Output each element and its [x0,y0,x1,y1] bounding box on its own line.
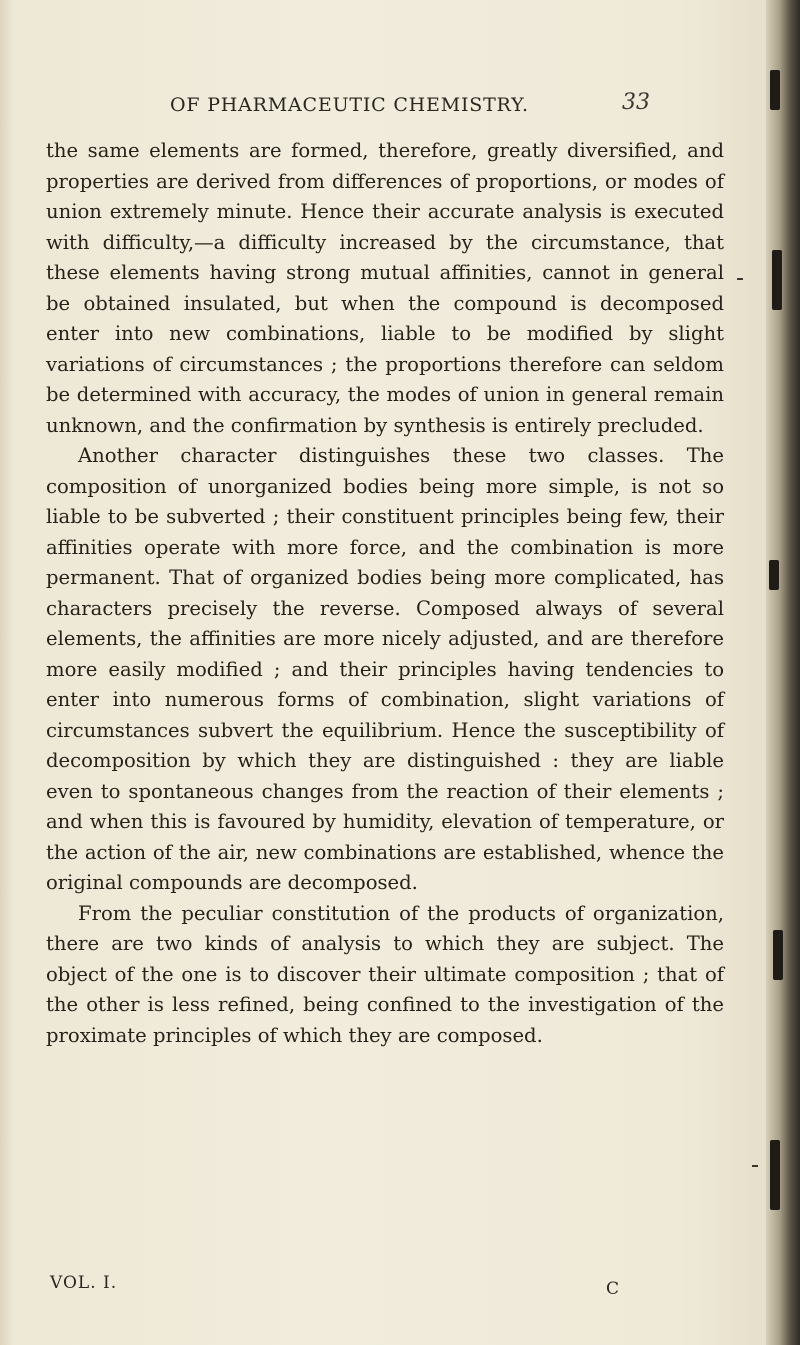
margin-mark [752,1165,758,1167]
page-header [170,90,650,124]
paragraph: the same elements are formed, therefore, greatly diversified, and properties are derived from differences of proportions, or modes of union extremely minute. Hence their accurate analysis is executed with difficulty,—a difficulty increased by the circumstance, that these elements having strong mutual affinities, cannot in general be obtained insulated, but when the compound is decomposed enter into new combinations, liable to be modified by slight variations of circumstances ; the proportions therefore can seldom be determined with accuracy, the modes of union in general remain unknown, and the confirmation by synthesis is entirely precluded. [46,139,724,437]
spine-tab [773,930,783,980]
book-spine [766,0,800,1345]
spine-tab [770,70,780,110]
body-text [46,136,724,1051]
spine-tab [769,560,779,590]
paragraph: Another character distinguishes these two classes. The composition of unorganized bodies being more simple, is not so liable to be subverted ; their constituent principles being few, their affinities operate with more force, and the combination is more permanent. That of organized bodies being more complicated, has characters precisely the reverse. Composed always of several elements, the affinities are more nicely adjusted, and are therefore more easily modified ; and their principles having tendencies to enter into numerous forms of combination, slight variations of circumstances subvert the equilibrium. Hence the susceptibility of decomposition by which they are distinguished : they are liable even to spontaneous changes from the reaction of their elements ; and when this is favoured by humidity, elevation of temperature, or the action of the air, new combinations are established, whence the original compounds are decomposed. [46,444,724,894]
running-title: OF PHARMACEUTIC CHEMISTRY. [170,94,529,116]
volume-label: VOL. I. [50,1273,118,1293]
spine-tab [770,1140,780,1210]
margin-mark [737,278,743,280]
page-footer [50,1273,620,1303]
signature-mark: C [605,1279,620,1299]
paragraph: From the peculiar constitution of the products of organization, there are two kinds of analysis to which they are subject. The object of the one is to discover their ultimate composition ; that of the other is less refined, being confined to the investigation of the proximate principles of which they are composed. [46,901,724,1047]
page-number: 33 [622,90,650,115]
spine-tab [772,250,782,310]
